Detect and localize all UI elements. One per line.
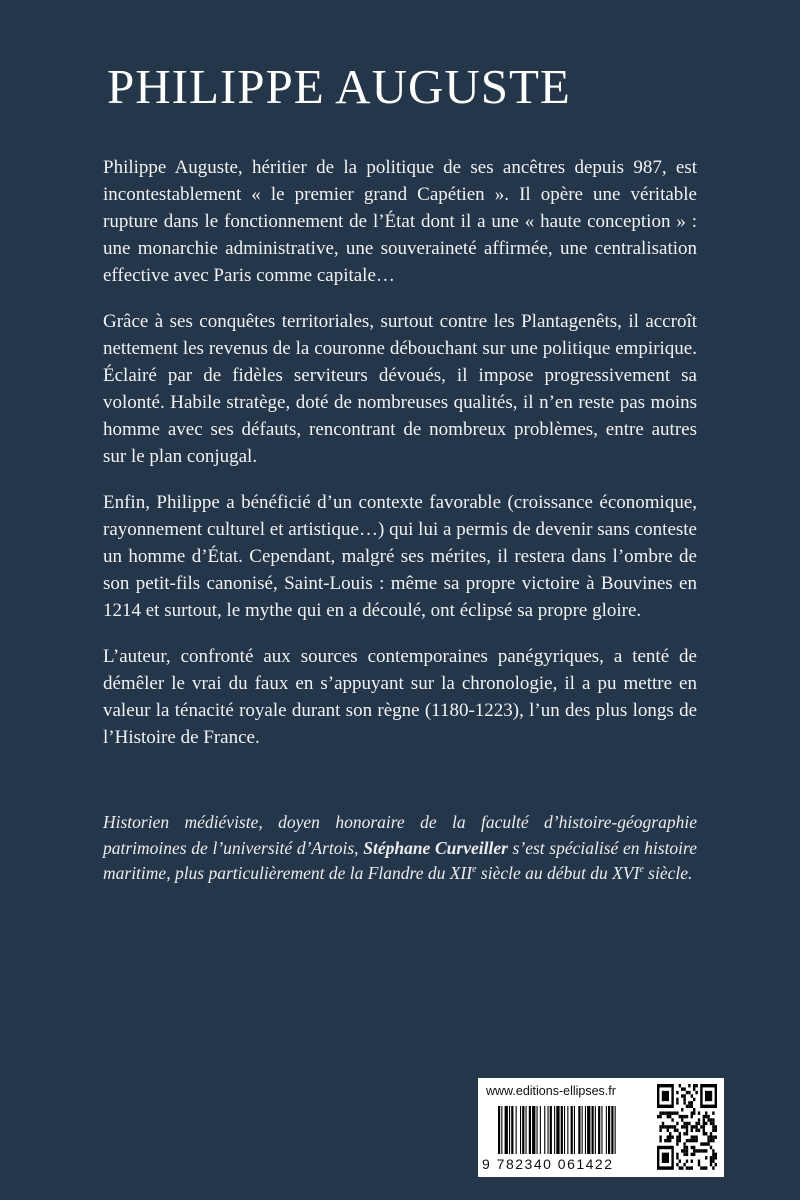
barcode-icon [498,1106,650,1154]
publisher-website[interactable]: www.editions-ellipses.fr [486,1084,616,1098]
summary-paragraph-2: Grâce à ses conquêtes territoriales, surtout contre les Plantagenêts, il accroît nettement les revenus de la couronne débouchant sur une politique empirique. Éclairé par de fidèles serviteurs dévoués, il impose progressivement sa volonté. Habile stratège, doté de nombreuses qualités, il n’en reste pas moins homme avec ses défauts, rencontrant de nombreux problèmes, entre autres sur le plan conjugal. [103,311,697,467]
book-title: PHILIPPE AUGUSTE [107,59,571,114]
summary-paragraph-3: Enfin, Philippe a bénéficié d’un contexte favorable (croissance économique, rayonnement culturel et artistique…) qui lui a permis de devenir sans conteste un homme d’État. Cependant, malgré ses mérites, il restera dans l’ombre de son petit-fils canonisé, Saint-Louis : même sa propre victoire à Bouvines en 1214 et surtout, le mythe qui en a découlé, ont éclipsé sa propre gloire. [103,492,697,621]
qr-code-icon [657,1084,717,1170]
bio-intro: Historien médiéviste, doyen honoraire de la faculté d’histoire-géographie patrimoines de l’université d’Artois, [103,812,697,858]
bio-middle-2: siècle au début du XVI [476,863,640,883]
summary-paragraph-1: Philippe Auguste, héritier de la politique de ses ancêtres depuis 987, est incontestablement « le premier grand Capétien ». Il opère une véritable rupture dans le fonctionnement de l’État dont il a une « haute conception » : une monarchie administrative, une souveraineté affirmée, une centralisation effective avec Paris comme capitale… [103,157,697,286]
bio-superscript-1: e [472,864,477,876]
summary-paragraph-4: L’auteur, confronté aux sources contemporaines panégyriques, a tenté de démêler le vrai du faux en s’appuyant sur la chronologie, il a pu mettre en valeur la ténacité royale durant son règne (1180-1223), l’un des plus longs de l’Histoire de France. [103,646,697,748]
author-bio [103,810,697,887]
author-name: Stéphane Curveiller [363,837,508,858]
isbn-number: 9 782340 061422 [482,1156,614,1172]
back-cover-summary [103,154,697,770]
barcode-panel [478,1078,724,1177]
bio-superscript-2: e [639,864,644,876]
bio-middle: s’est spécialisé en histoire maritime, plus particulièrement de la Flandre du XII [103,837,697,883]
bio-end: siècle. [643,863,693,883]
